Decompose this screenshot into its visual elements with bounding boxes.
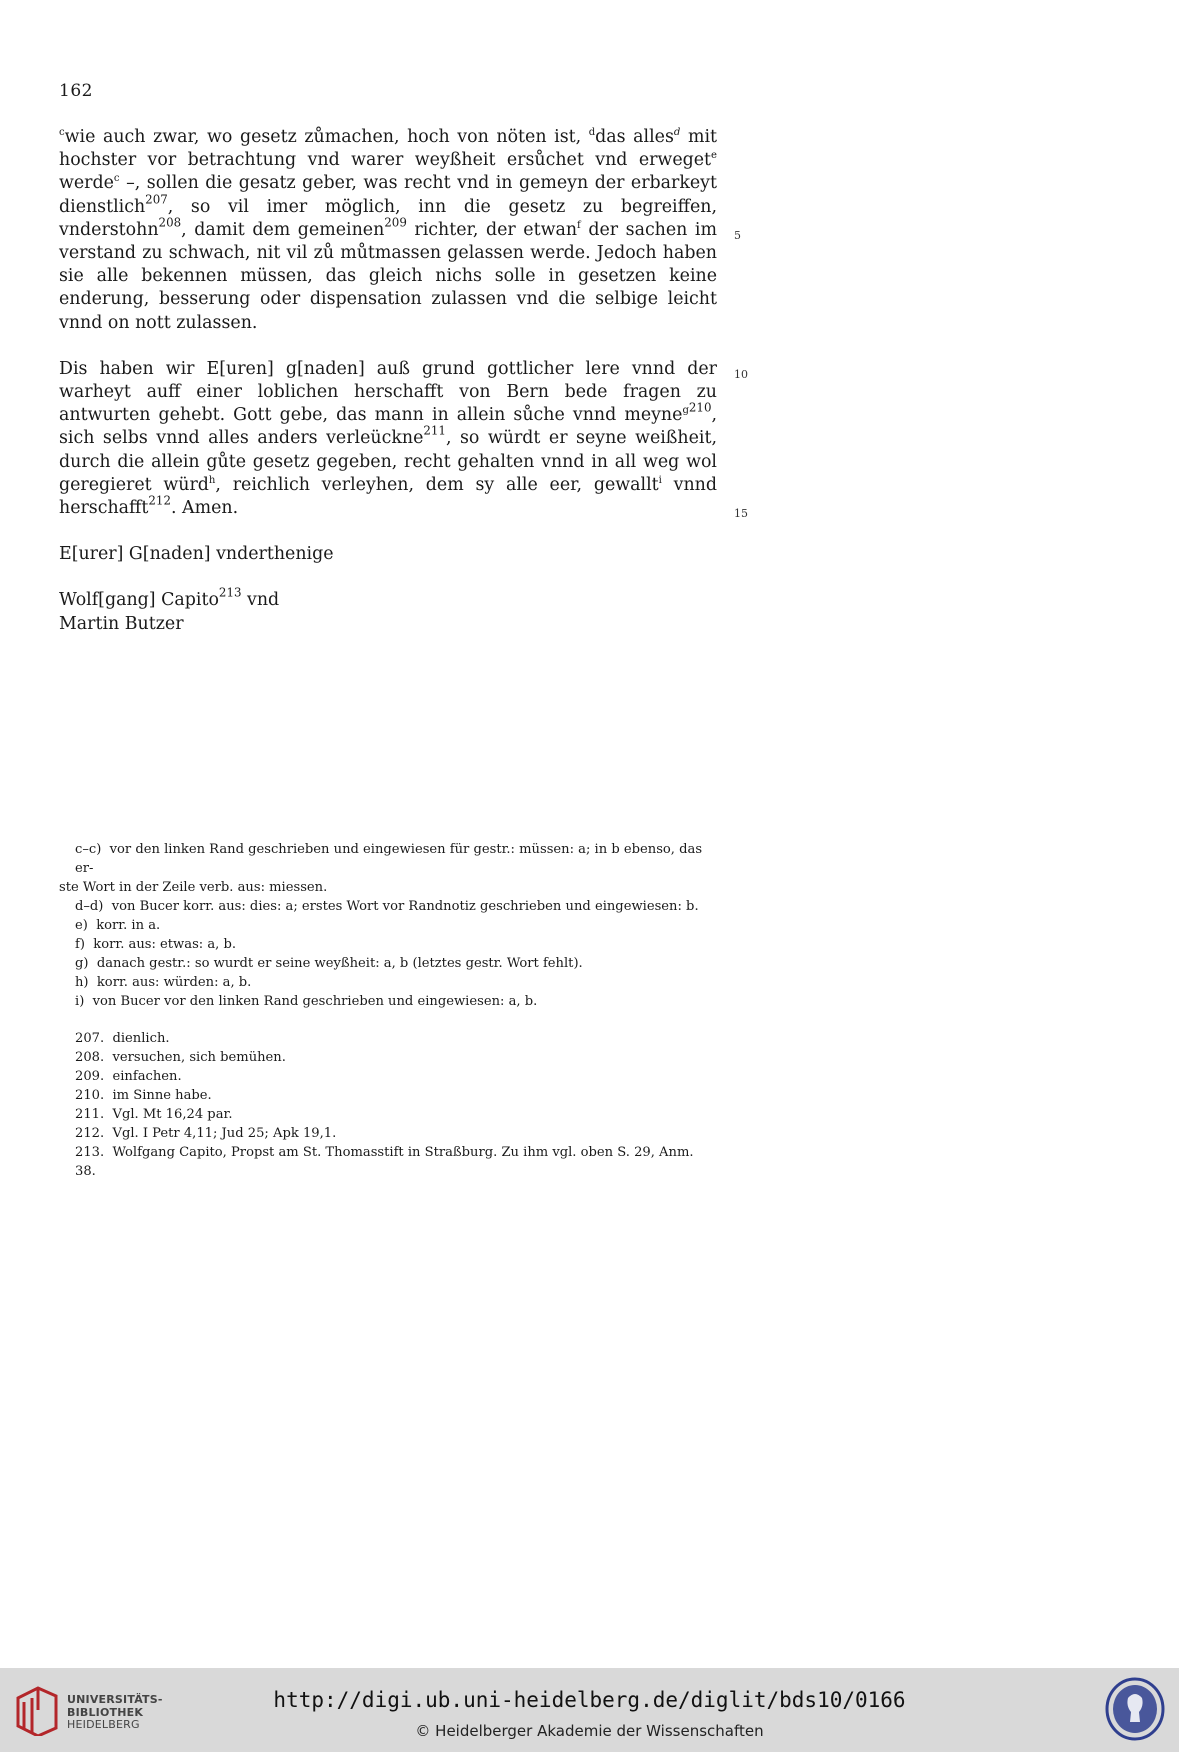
library-logo-text: UNIVERSITÄTS- BIBLIOTHEK HEIDELBERG bbox=[67, 1693, 163, 1731]
closing-salutation: E[urer] G[naden] vnderthenige bbox=[59, 544, 334, 565]
signature-line-1: Wolf[gang] Capito$^{213}$ vnd bbox=[59, 586, 280, 611]
textual-notes bbox=[59, 840, 717, 1011]
footnote-mark: 209 bbox=[384, 215, 407, 230]
line-number: 5 bbox=[734, 229, 741, 242]
page-number: 162 bbox=[59, 81, 93, 101]
note-mark: d bbox=[673, 126, 681, 138]
footnote-mark: 213 bbox=[218, 586, 242, 601]
note-mark: c bbox=[59, 126, 65, 138]
note-mark: h bbox=[208, 474, 216, 486]
commentary-note: 213. Wolfgang Capito, Propst am St. Thomasstift in Straßburg. Zu ihm vgl. oben S. 29, Anm. 38. bbox=[75, 1145, 694, 1179]
textual-note: g) danach gestr.: so wurdt er seine weyßheit: a, b (letztes gestr. Wort fehlt). bbox=[75, 956, 583, 971]
textual-note: e) korr. in a. bbox=[75, 918, 161, 933]
copyright-notice: © Heidelberger Akademie der Wissenschaften bbox=[415, 1722, 764, 1740]
viewer-footer-bar bbox=[0, 1668, 1179, 1752]
textual-note: i) von Bucer vor den linken Rand geschrieben und eingewiesen: a, b. bbox=[75, 994, 538, 1009]
footnote-mark: 211 bbox=[423, 424, 446, 439]
footnote-mark: 212 bbox=[148, 493, 171, 508]
commentary-notes bbox=[59, 1029, 717, 1181]
footnote-mark: 207 bbox=[145, 192, 168, 207]
commentary-note: 207. dienlich. bbox=[75, 1031, 170, 1046]
textual-note: ste Wort in der Zeile verb. aus: miessen. bbox=[59, 880, 328, 895]
commentary-note: 209. einfachen. bbox=[75, 1069, 182, 1084]
paragraph-1: $^c$wie auch zwar, wo gesetz zůmachen, hoch von nöten ist, $^d$das alles$^d$ mit hochster vor betrachtung vnd warer weyßheit ersůchet vnd erweget$^e$ werde$^c$ –, sollen die gesatz geber, was recht vnd in gemeyn der erbarkeyt dienstlich$^{207}$, so vil imer möglich, inn die gesetz zu begreiffen, vnderstohn$^{208}$, damit dem gemeinen$^{209}$ richter, der etwan$^f$ der sachen im verstand zu schwach, nit vil zů můtmassen gelassen werde. Jedoch haben sie alle bekennen müssen, das gleich nichs solle in gesetzen keine enderung, besserung oder dispensation zulassen vnd die selbige leicht vnnd on nott zulassen. bbox=[59, 126, 717, 333]
commentary-note: 212. Vgl. I Petr 4,11; Jud 25; Apk 19,1. bbox=[75, 1126, 337, 1141]
note-mark: e bbox=[711, 150, 717, 162]
note-mark: f bbox=[577, 219, 581, 231]
permalink-url[interactable]: http://digi.ub.uni-heidelberg.de/diglit/bds10/0166 bbox=[273, 1688, 906, 1712]
textual-note: h) korr. aus: würden: a, b. bbox=[75, 975, 252, 990]
line-number: 15 bbox=[734, 507, 748, 520]
signature-line-2: Martin Butzer bbox=[59, 613, 184, 634]
footnote-mark: 208 bbox=[158, 215, 182, 230]
academy-seal-icon bbox=[1104, 1676, 1166, 1742]
note-mark: d bbox=[588, 126, 596, 138]
commentary-note: 211. Vgl. Mt 16,24 par. bbox=[75, 1107, 233, 1122]
commentary-note: 210. im Sinne habe. bbox=[75, 1088, 212, 1103]
textual-note: c–c) vor den linken Rand geschrieben und eingewiesen für gestr.: müssen: a; in b ebenso, das er- bbox=[75, 842, 703, 876]
textual-note: d–d) von Bucer korr. aus: dies: a; erstes Wort vor Randnotiz geschrieben und eingewiesen: b. bbox=[75, 899, 699, 914]
paragraph-2: Dis haben wir E[uren] g[naden] auß grund gottlicher lere vnnd der warheyt auff einer loblichen herschafft von Bern bede fragen zu antwurten gehebt. Gott gebe, das mann in allein sůche vnnd meyne$^{g210}$, sich selbs vnnd alles anders verleückne$^{211}$, so würdt er seyne weißheit, durch die allein gůte gesetz gegeben, recht gehalten vnnd in all weg wol geregieret würd$^h$, reichlich verleyhen, dem sy alle eer, gewallt$^i$ vnnd herschafft$^{212}$. Amen. bbox=[59, 358, 717, 519]
commentary-note: 208. versuchen, sich bemühen. bbox=[75, 1050, 286, 1065]
footnote-mark: 210 bbox=[688, 400, 712, 415]
main-text bbox=[59, 126, 717, 636]
textual-note: f) korr. aus: etwas: a, b. bbox=[75, 937, 237, 952]
footnotes-section bbox=[59, 840, 717, 1181]
note-mark: c bbox=[113, 173, 120, 185]
note-mark: g bbox=[682, 405, 689, 417]
note-mark: i bbox=[658, 474, 662, 486]
line-number: 10 bbox=[734, 368, 748, 381]
